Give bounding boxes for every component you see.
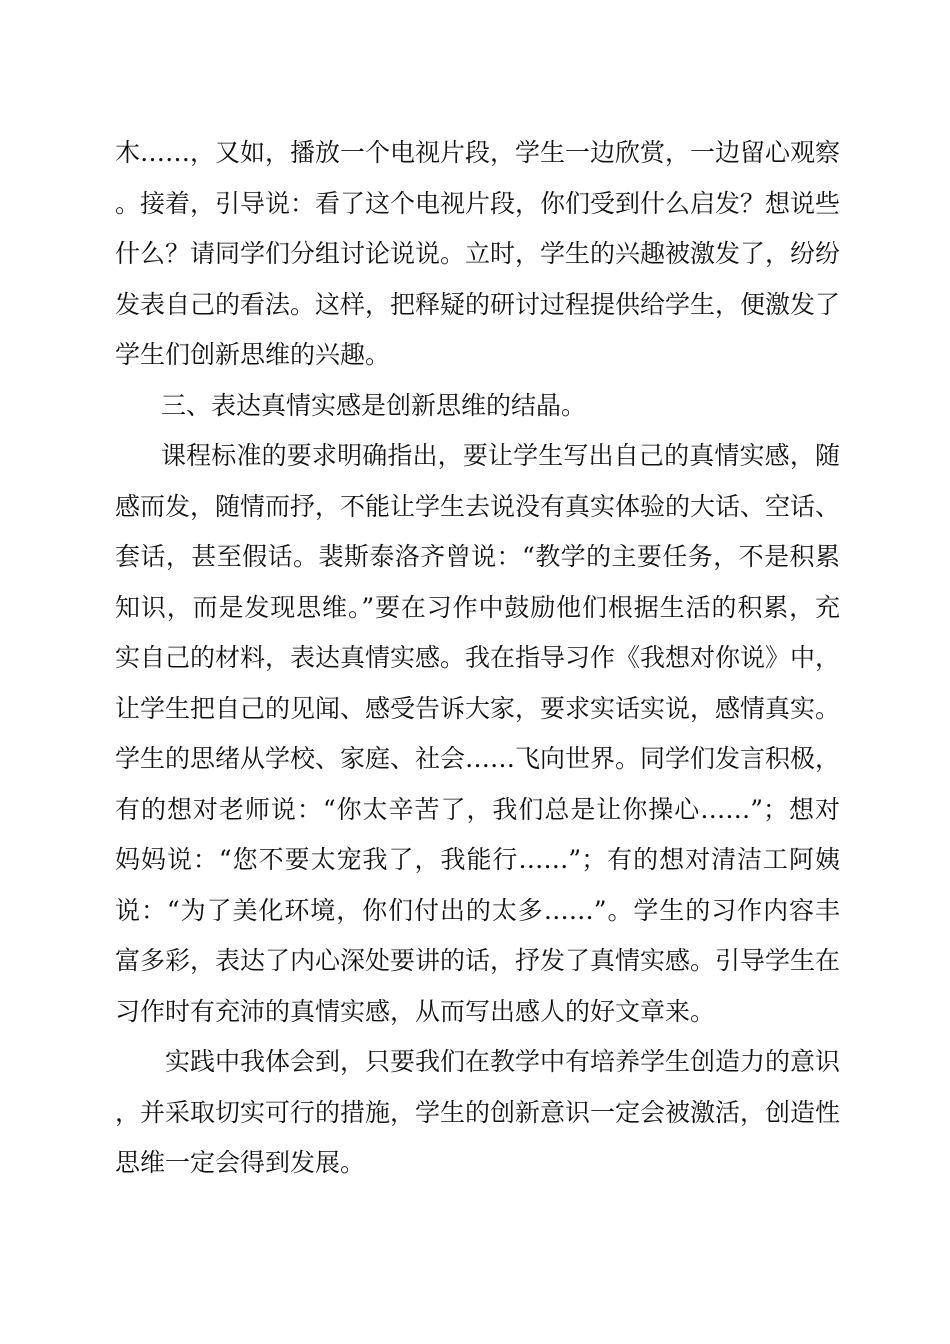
- document-body: [115, 128, 840, 1189]
- paragraph-conclusion: 实践中我体会到，只要我们在教学中有培养学生创造力的意识，并采取切实可行的措施，学生的创新意识一定会被激活，创造性思维一定会得到发展。: [115, 1047, 841, 1177]
- paragraph-continuation: 木……，又如，播放一个电视片段，学生一边欣赏，一边留心观察。接着，引导说：看了这个电视片段，你们受到什么启发？想说些什么？请同学们分组讨论说说。立时，学生的兴趣被激发了，纷纷发表自己的看法。这样，把释疑的研讨过程提供给学生，便激发了学生们创新思维的兴趣。: [115, 138, 841, 369]
- section-heading-three: 三、表达真情实感是创新思维的结晶。: [161, 390, 587, 420]
- paragraph-curriculum-standard: 课程标准的要求明确指出，要让学生写出自己的真情实感，随感而发，随情而抒，不能让学生去说没有真实体验的大话、空话、套话，甚至假话。裴斯泰洛齐曾说：“教学的主要任务，不是积累知识，而是发现思维。”要在习作中鼓励他们根据生活的积累，充实自己的材料，表达真情实感。我在指导习作《我想对你说》中，让学生把自己的见闻、感受告诉大家，要求实话实说，感情真实。学生的思绪从学校、家庭、社会……飞向世界。同学们发言积极，有的想对老师说：“你太辛苦了，我们总是让你操心……”；想对妈妈说：“您不要太宠我了，我能行……”；有的想对清洁工阿姨说：“为了美化环境，你们付出的太多……”。学生的习作内容丰富多彩，表达了内心深处要讲的话，抒发了真情实感。引导学生在习作时有充沛的真情实感，从而写出感人的好文章来。: [115, 441, 841, 1026]
